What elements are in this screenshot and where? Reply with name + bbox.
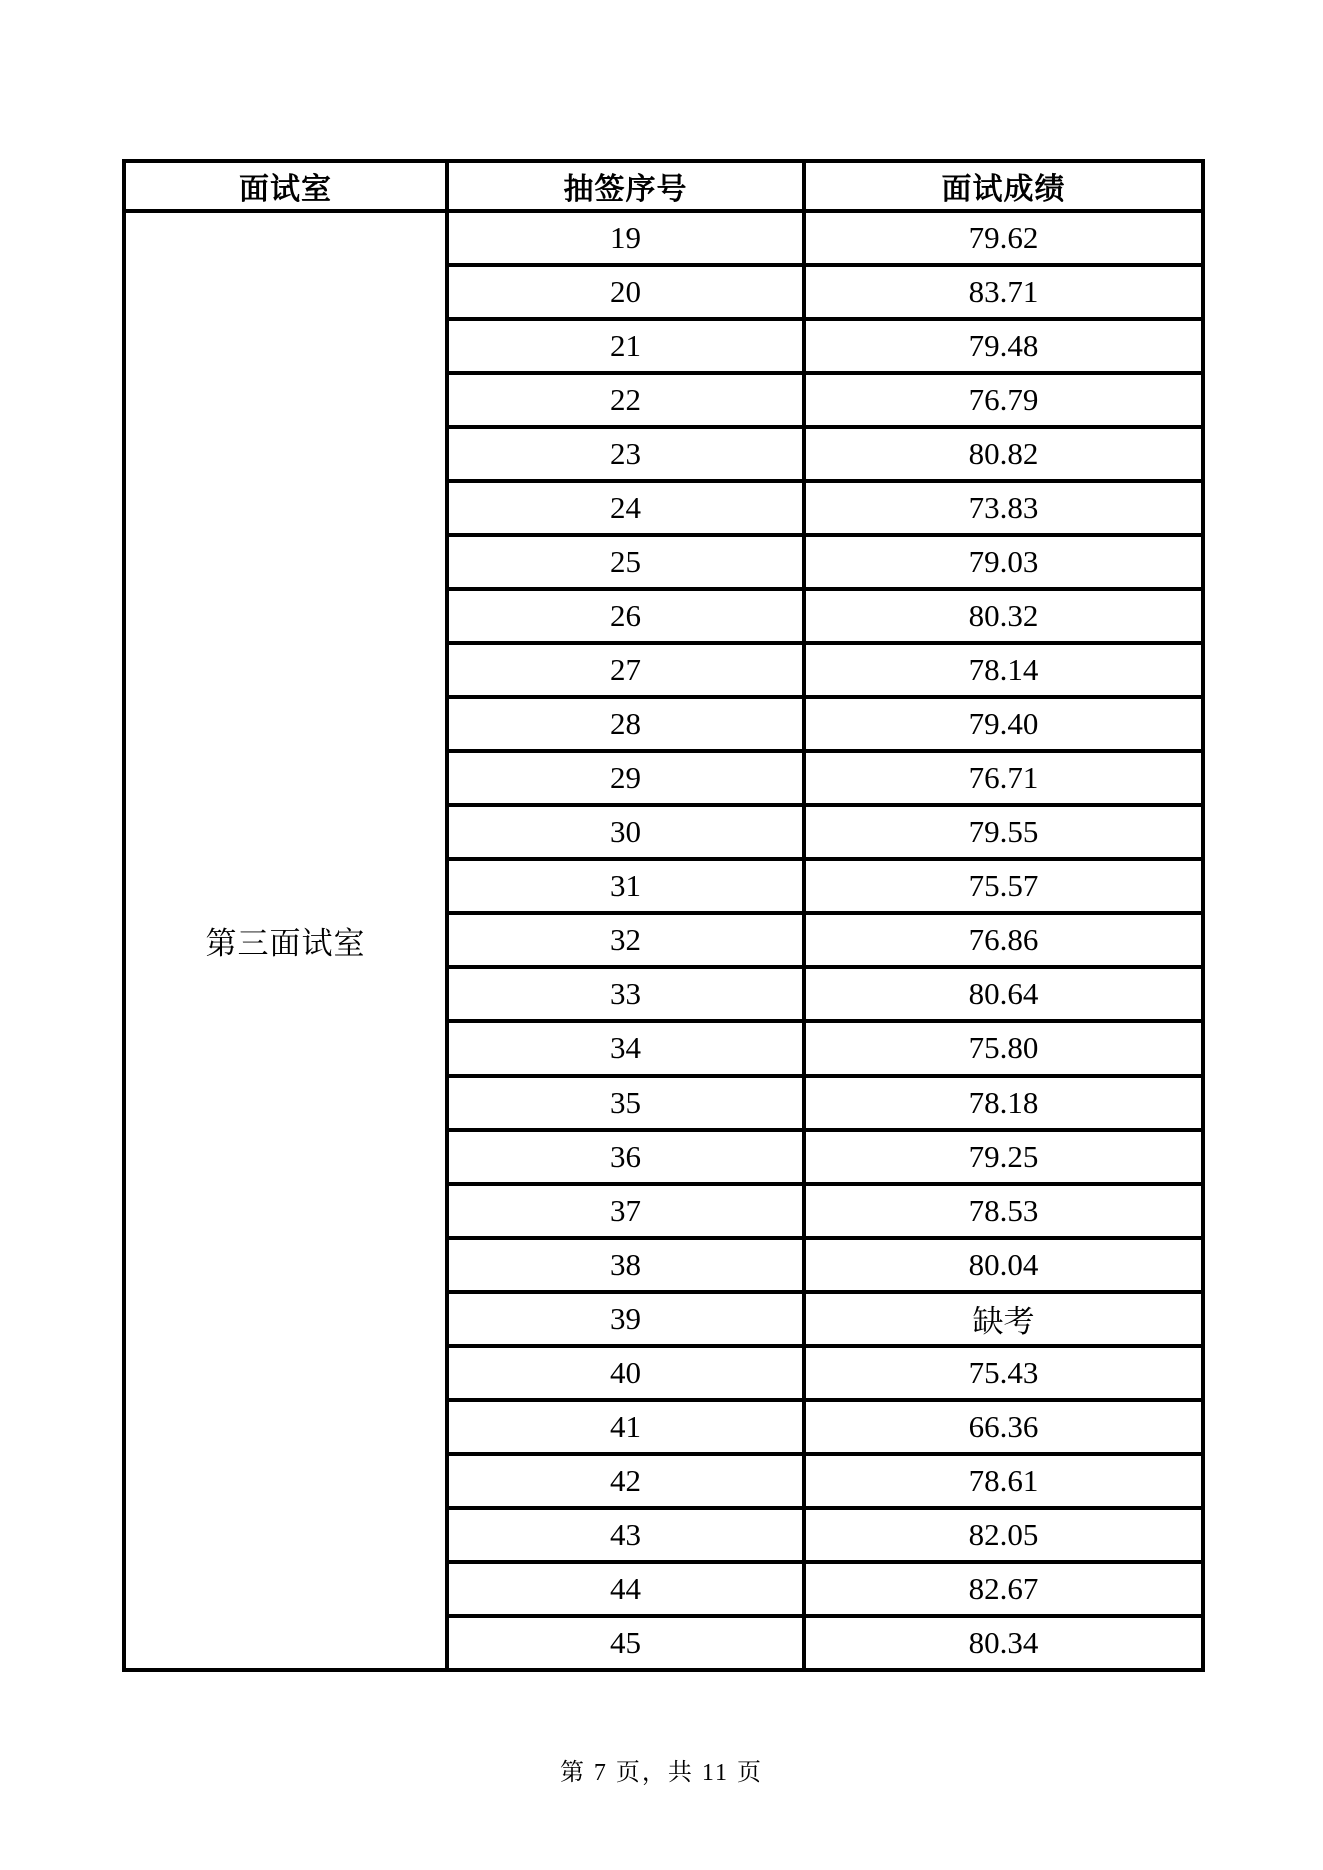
score-cell: 76.86 [804,913,1203,967]
draw-number-cell: 21 [447,319,804,373]
draw-number-cell: 29 [447,751,804,805]
draw-number-cell: 35 [447,1076,804,1130]
draw-number-cell: 44 [447,1562,804,1616]
draw-number-cell: 34 [447,1021,804,1075]
score-cell: 80.64 [804,967,1203,1021]
score-cell: 76.79 [804,373,1203,427]
score-cell: 75.80 [804,1021,1203,1075]
score-cell: 79.55 [804,805,1203,859]
score-cell: 76.71 [804,751,1203,805]
draw-number-cell: 41 [447,1400,804,1454]
draw-number-cell: 30 [447,805,804,859]
column-header-score: 面试成绩 [804,161,1203,211]
score-cell: 79.03 [804,535,1203,589]
score-cell: 78.14 [804,643,1203,697]
score-cell: 78.53 [804,1184,1203,1238]
score-cell: 82.67 [804,1562,1203,1616]
draw-number-cell: 45 [447,1616,804,1670]
draw-number-cell: 24 [447,481,804,535]
score-cell: 73.83 [804,481,1203,535]
score-cell: 缺考 [804,1292,1203,1346]
score-cell: 79.48 [804,319,1203,373]
draw-number-cell: 37 [447,1184,804,1238]
draw-number-cell: 19 [447,211,804,265]
score-cell: 66.36 [804,1400,1203,1454]
header-row [124,161,1203,211]
column-header-room: 面试室 [124,161,447,211]
draw-number-cell: 33 [447,967,804,1021]
draw-number-cell: 40 [447,1346,804,1400]
score-cell: 80.34 [804,1616,1203,1670]
score-cell: 80.82 [804,427,1203,481]
room-cell: 第三面试室 [124,211,447,1670]
score-cell: 82.05 [804,1508,1203,1562]
draw-number-cell: 22 [447,373,804,427]
score-cell: 79.40 [804,697,1203,751]
score-cell: 80.04 [804,1238,1203,1292]
draw-number-cell: 36 [447,1130,804,1184]
score-cell: 79.25 [804,1130,1203,1184]
draw-number-cell: 38 [447,1238,804,1292]
score-cell: 78.18 [804,1076,1203,1130]
draw-number-cell: 31 [447,859,804,913]
page-footer: 第 7 页，共 11 页 [559,1760,764,1786]
score-cell: 79.62 [804,211,1203,265]
draw-number-cell: 42 [447,1454,804,1508]
draw-number-cell: 43 [447,1508,804,1562]
score-cell: 75.43 [804,1346,1203,1400]
draw-number-cell: 23 [447,427,804,481]
draw-number-cell: 25 [447,535,804,589]
table-row [124,211,1203,265]
draw-number-cell: 32 [447,913,804,967]
score-cell: 75.57 [804,859,1203,913]
interview-score-table [122,159,1205,1672]
score-cell: 80.32 [804,589,1203,643]
draw-number-cell: 39 [447,1292,804,1346]
draw-number-cell: 20 [447,265,804,319]
column-header-draw-number: 抽签序号 [447,161,804,211]
draw-number-cell: 26 [447,589,804,643]
draw-number-cell: 28 [447,697,804,751]
score-cell: 83.71 [804,265,1203,319]
draw-number-cell: 27 [447,643,804,697]
score-cell: 78.61 [804,1454,1203,1508]
